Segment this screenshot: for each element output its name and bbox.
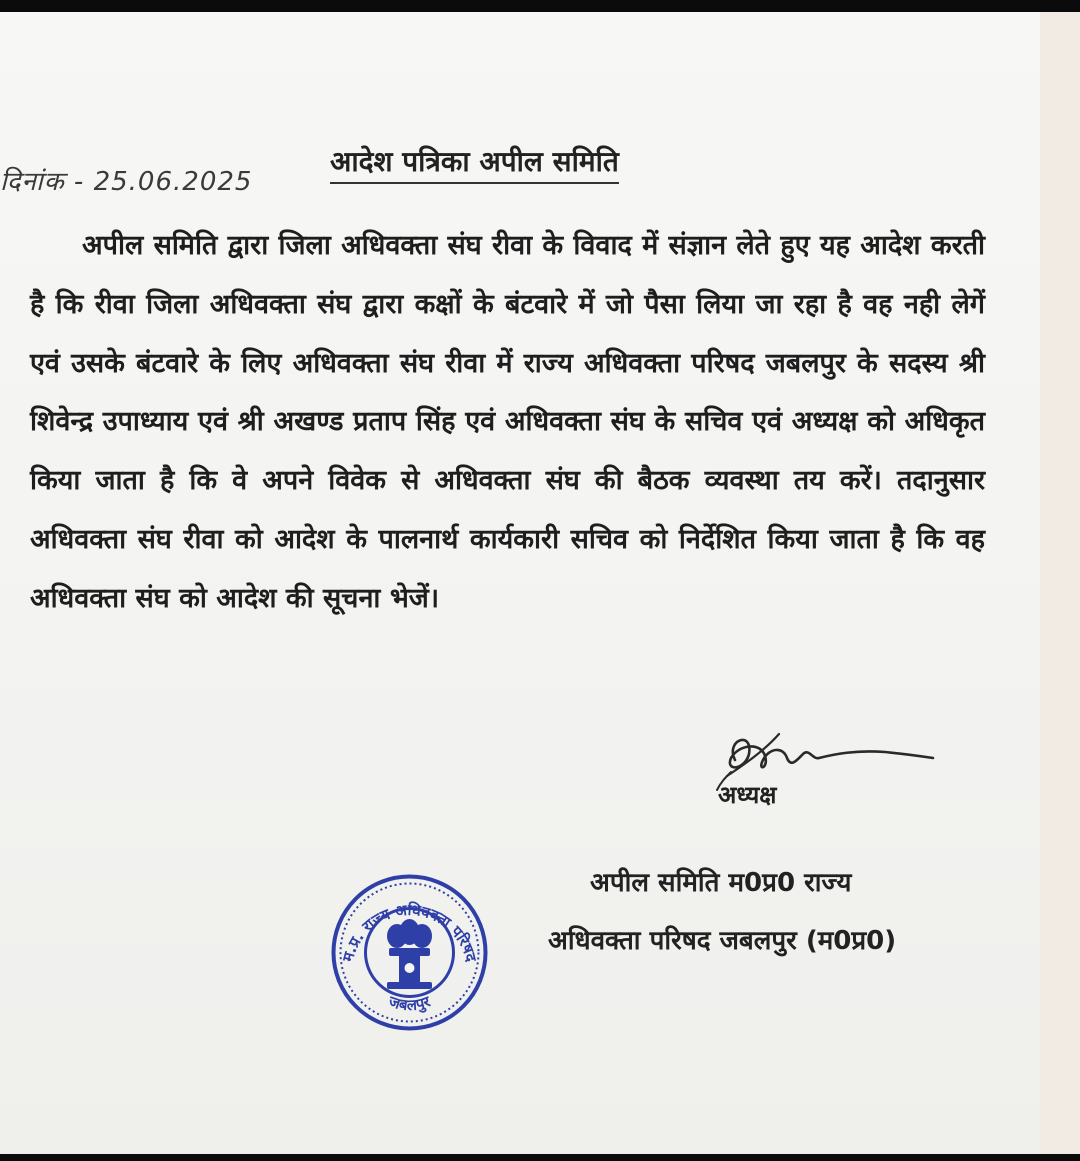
svg-text:जबलपुर: जबलपुर	[386, 992, 433, 1015]
date-line: दिनांक - 25.06.2025	[0, 167, 253, 197]
svg-text:म.प्र. राज्य अधिवक्ता परिषद: म.प्र. राज्य अधिवक्ता परिषद	[338, 900, 481, 964]
page-edge-strip	[1040, 12, 1080, 1154]
bottom-frame	[0, 1154, 1080, 1161]
issuing-office	[548, 854, 978, 970]
office-line-2: अधिवक्ता परिषद जबलपुर (म0प्र0)	[548, 926, 897, 956]
signature-title: अध्यक्ष	[718, 781, 777, 809]
document-page	[0, 12, 1040, 1154]
office-line-1: अपील समिति म0प्र0 राज्य	[590, 868, 852, 898]
council-seal-stamp	[327, 870, 492, 1035]
order-body-text: अपील समिति द्वारा जिला अधिवक्ता संघ रीवा के विवाद में संज्ञान लेते हुए यह आदेश करती है कि रीवा जिला अधिवक्ता संघ द्वारा कक्षों के बंटवारे में जो पैसा लिया जा रहा है वह नही लेगें एवं उसके बंटवारे के लिए अधिवक्ता संघ रीवा में राज्य अधिवक्ता परिषद जबलपुर के सदस्य श्री शिवेन्द्र उपाध्याय एवं श्री अखण्ड प्रताप सिंह एवं अधिवक्ता संघ के सचिव एवं अध्यक्ष को अधिकृत किया जाता है कि वे अपने विवेक से अधिवक्ता संघ की बैठक व्यवस्था तय करें। तदानुसार अधिवक्ता संघ रीवा को आदेश के पालनार्थ कार्यकारी सचिव को निर्देशित किया जाता है कि वह अधिवक्ता संघ को आदेश की सूचना भेजें।	[30, 230, 985, 614]
document-title: आदेश पत्रिका अपील समिति	[330, 142, 619, 184]
